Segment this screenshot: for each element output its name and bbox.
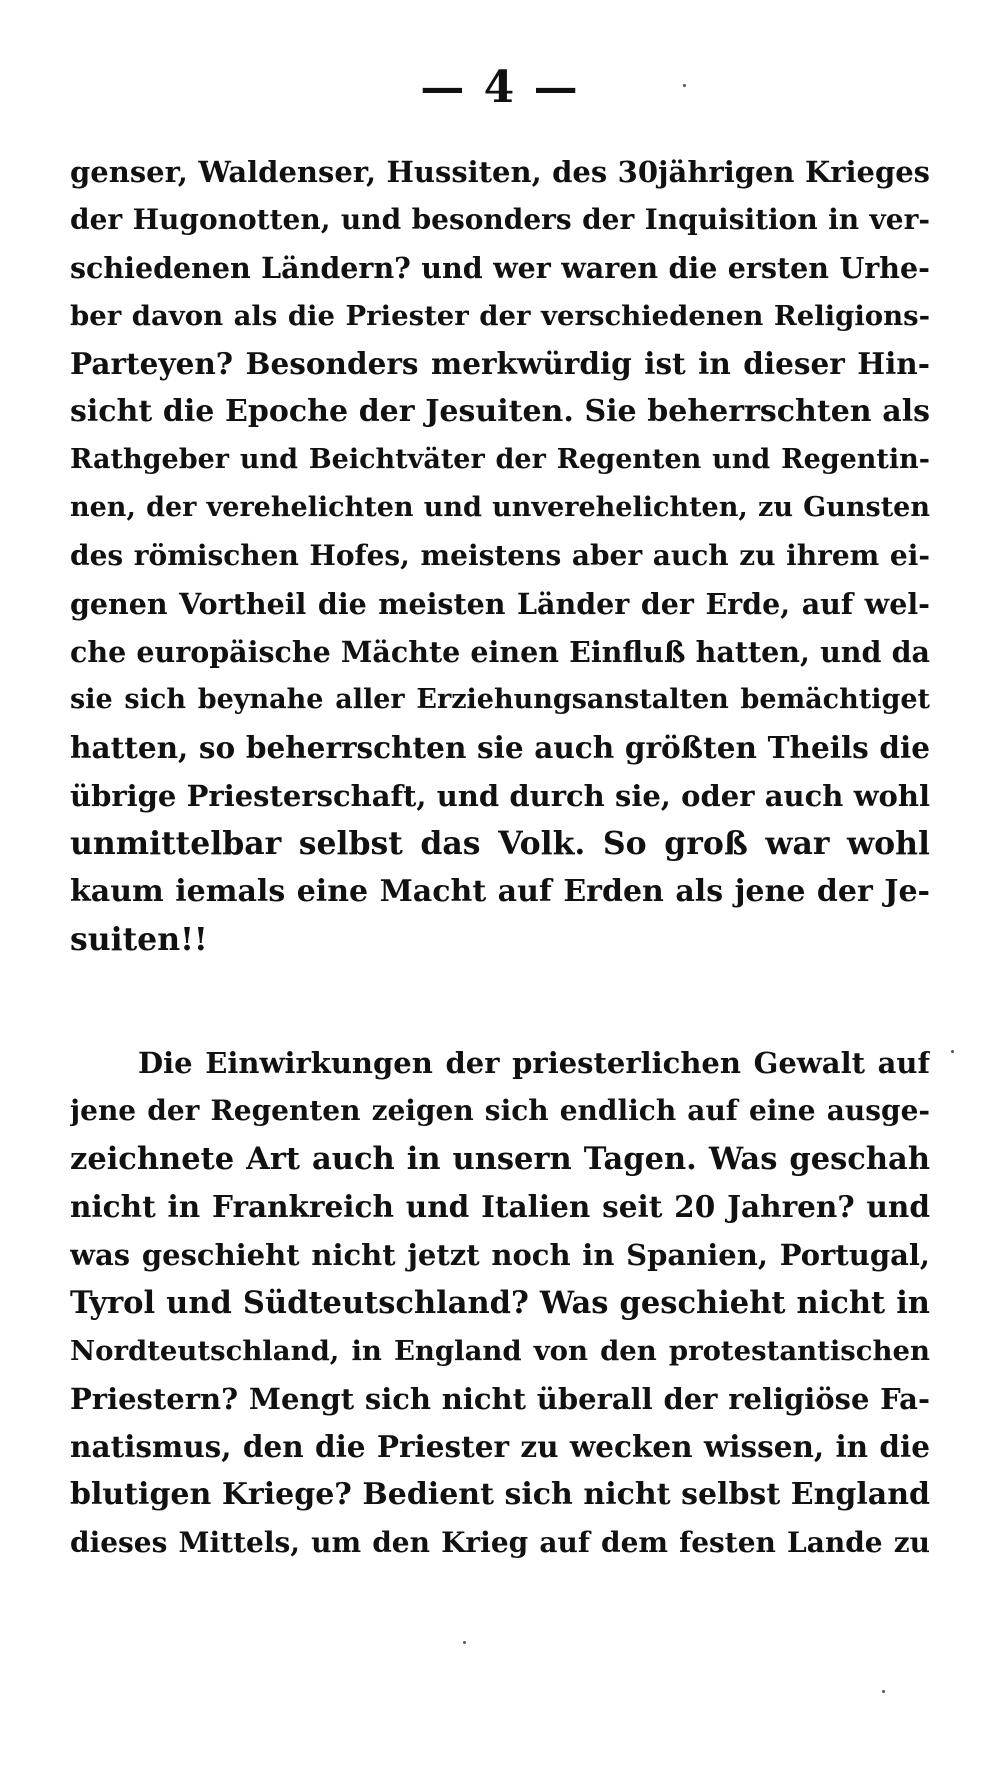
paper-speck [683,84,686,87]
text-line: che europäische Mächte einen Einfluß hatten, und da [70,635,930,669]
paper-speck [951,1050,954,1053]
text-line: hatten, so beherrschten sie auch größten Theils die [70,730,930,765]
paragraph-2 [70,1039,930,1567]
text-line: blutigen Kriege? Bedient sich nicht selbst England [70,1477,930,1512]
text-line: der Hugonotten, und besonders der Inquisition in ver- [70,203,930,236]
text-line: Tyrol und Südteutschland? Was geschieht nicht in [70,1285,930,1321]
text-line: nicht in Frankreich und Italien seit 20 Jahren? und [70,1189,930,1224]
text-line: zeichnete Art auch in unsern Tagen. Was geschah [70,1141,930,1177]
paper-speck [882,1690,885,1693]
paper-speck [463,1641,466,1644]
text-line: Rathgeber und Beichtväter der Regenten und Regentin- [70,444,930,475]
text-line: jene der Regenten zeigen sich endlich auf eine ausge- [70,1094,930,1127]
text-line: Die Einwirkungen der priesterlichen Gewalt auf [138,1046,930,1080]
text-line: was geschieht nicht jetzt noch in Spanien, Portugal, [70,1238,930,1272]
text-line: dieses Mittels, um den Krieg auf dem festen Lande zu [70,1526,930,1559]
text-line: des römischen Hofes, meistens aber auch zu ihrem ei- [70,539,930,572]
text-line: Priestern? Mengt sich nicht überall der religiöse Fa- [70,1382,930,1416]
text-line: suiten!! [70,921,208,958]
page-number-header: — 4 — [420,62,580,113]
text-line: nen, der verehelichten und unverehelichten, zu Gunsten [70,492,930,523]
paragraph-1 [70,148,930,964]
text-line: übrige Priesterschaft, und durch sie, oder auch wohl [70,779,930,813]
text-line: schiedenen Ländern? und wer waren die ersten Urhe- [70,251,930,285]
text-line: natismus, den die Priester zu wecken wissen, in die [70,1429,930,1464]
text-line: sie sich beynahe aller Erziehungsanstalten bemächtiget [70,684,930,715]
text-line: Nordteutschland, in England von den protestantischen [70,1335,930,1367]
text-line: genser, Waldenser, Hussiten, des 30jährigen Krieges [70,155,930,189]
text-line: Parteyen? Besonders merkwürdig ist in dieser Hin- [70,346,930,381]
text-line: ber davon als die Priester der verschiedenen Religions- [70,300,930,332]
text-line: sicht die Epoche der Jesuiten. Sie beherrschten als [70,394,930,429]
text-line: kaum iemals eine Macht auf Erden als jene der Je- [70,874,930,909]
text-line: unmittelbar selbst das Volk. So groß war wohl [70,825,930,862]
text-line: genen Vortheil die meisten Länder der Erde, auf wel- [70,587,930,621]
